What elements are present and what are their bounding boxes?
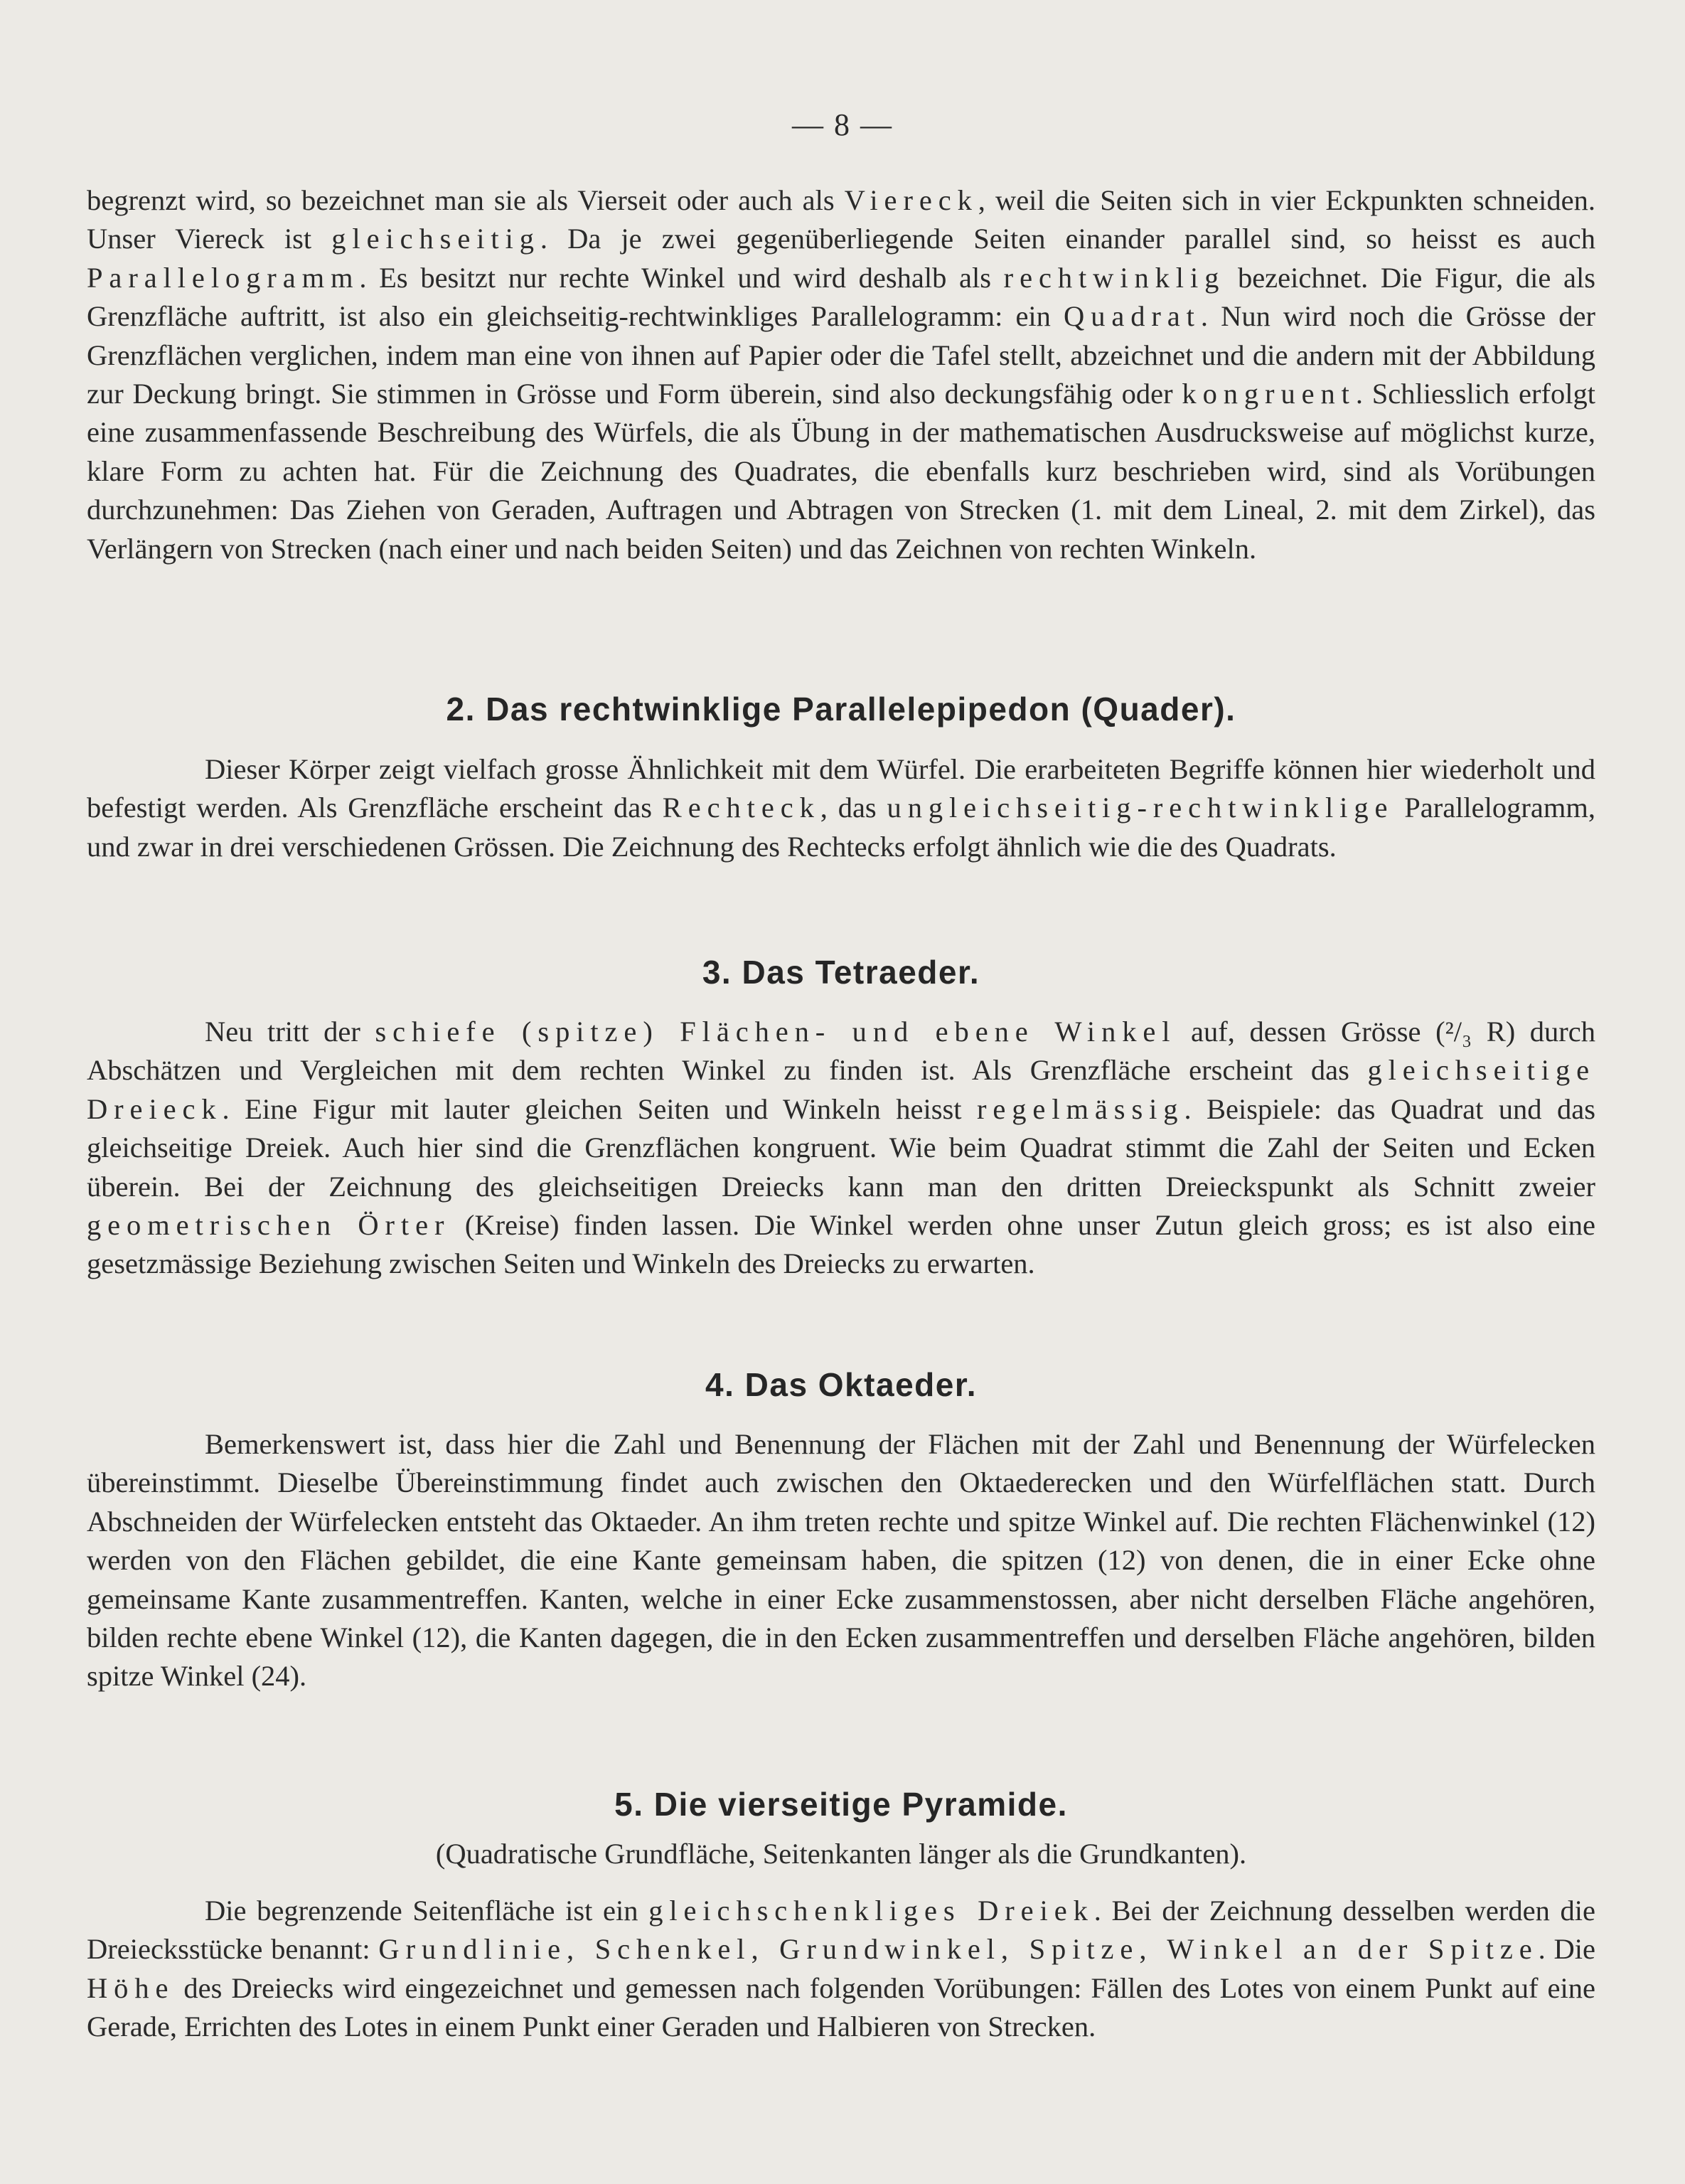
section-5-subtitle: (Quadratische Grundfläche, Seitenkanten länger als die Grundkanten). bbox=[435, 1838, 1247, 1870]
sec3-text-2: auf, dessen Grösse (²/₃ R) durch Abschätzen und Vergleichen mit dem rechten Winkel zu finden ist. Als Grenzfläche erscheint das bbox=[87, 1016, 1595, 1087]
term-quadrat: Quadrat bbox=[1064, 300, 1201, 333]
term-gleichseitig: gleichseitig bbox=[331, 223, 540, 255]
term-schiefe-winkel: schiefe (spitze) Flächen- und ebene Winkel bbox=[375, 1016, 1177, 1048]
intro-text-4: . Es besitzt nur rechte Winkel und wird deshalb als bbox=[359, 261, 1004, 294]
sec3-text-5: (Kreise) finden lassen. Die Winkel werden ohne unser Zutun gleich gross; es ist also eine gesetzmässige Beziehung zwischen Seiten und Winkeln des Dreiecks zu erwarten. bbox=[87, 1209, 1595, 1280]
intro-paragraph bbox=[87, 181, 1595, 568]
intro-text-2: , weil die Seiten sich in vier Eckpunkten schneiden. Unser Viereck ist bbox=[87, 184, 1595, 255]
sec2-text-2: , das bbox=[820, 792, 887, 824]
intro-text-6: . Nun wird noch die Grösse der Grenzflächen verglichen, indem man eine von ihnen auf Papier oder die Tafel stellt, abzeichnet und die andern mit der Abbildung zur Deckung bringt. Sie stimmen in Grösse und Form überein, sind also deckungsfähig oder bbox=[87, 300, 1595, 410]
page-number: — 8 — bbox=[792, 107, 893, 142]
term-rechteck: Rechteck bbox=[662, 792, 820, 824]
term-gleichschenkliges-dreiek: gleichschenkliges Dreiek bbox=[648, 1895, 1094, 1927]
section-5-paragraph bbox=[87, 1892, 1595, 2047]
intro-block bbox=[87, 181, 1595, 568]
section-4-heading: 4. Das Oktaeder. bbox=[705, 1366, 977, 1403]
section-4-block bbox=[87, 1425, 1595, 1696]
term-geometrische-oerter: geometrischen Örter bbox=[87, 1209, 451, 1242]
term-viereck: Viereck bbox=[844, 184, 978, 216]
sec3-text-1: Neu tritt der bbox=[205, 1016, 375, 1048]
sec5-text-3: . Die bbox=[1538, 1933, 1595, 1966]
sec3-text-3: . Eine Figur mit lauter gleichen Seiten und Winkeln heisst bbox=[222, 1092, 977, 1125]
intro-text-1: begrenzt wird, so bezeichnet man sie als Vierseit oder auch als bbox=[87, 184, 845, 216]
intro-text-7: . Schliesslich erfolgt eine zusammenfassende Beschreibung des Würfels, die als Übung in der mathematischen Ausdrucksweise auf möglichst kurze, klare Form zu achten hat. Für die Zeichnung des Quadrates, die ebenfalls kurz beschrieben wird, sind als Vorübungen durchzunehmen: Das Ziehen von Geraden, Auftragen und Abtragen von Strecken (1. mit dem Lineal, 2. mit dem Zirkel), das Verlängern von Strecken (nach einer und nach beiden Seiten) und das Zeichnen von rechten Winkeln. bbox=[87, 378, 1596, 565]
term-dreiecksstuecke: Grundlinie, Schenkel, Grundwinkel, Spitze, Winkel an der Spitze bbox=[378, 1933, 1539, 1966]
sec2-text-1: Dieser Körper zeigt vielfach grosse Ähnlichkeit mit dem Würfel. Die erarbeiteten Begriffe können hier wiederholt und befestigt werden. Als Grenzfläche erscheint das bbox=[87, 753, 1595, 824]
sec5-text-1: Die begrenzende Seitenfläche ist ein bbox=[205, 1895, 649, 1927]
section-3-paragraph bbox=[87, 1013, 1595, 1284]
term-parallelogramm: Parallelogramm bbox=[87, 261, 360, 294]
section-5-heading: 5. Die vierseitige Pyramide. bbox=[614, 1786, 1068, 1823]
sec5-text-2: . Bei der Zeichnung desselben werden die Dreiecksstücke benannt: bbox=[87, 1895, 1595, 1966]
section-3-heading: 3. Das Tetraeder. bbox=[702, 954, 980, 991]
section-2-paragraph bbox=[87, 750, 1595, 866]
term-hoehe: Höhe bbox=[87, 1971, 175, 2004]
section-2-heading: 2. Das rechtwinklige Parallelepipedon (Quader). bbox=[446, 691, 1236, 728]
intro-text-3: . Da je zwei gegenüberliegende Seiten einander parallel sind, so heisst es auch bbox=[540, 223, 1595, 255]
intro-text-5: bezeichnet. Die Figur, die als Grenzfläche auftritt, ist also ein gleichseitig-rechtwinkliges Parallelogramm: ein bbox=[87, 261, 1595, 333]
section-3-block bbox=[87, 1013, 1595, 1284]
term-gleichseitige-dreieck: gleichseitige Dreieck bbox=[87, 1054, 1595, 1125]
term-kongruent: kongruent bbox=[1182, 378, 1356, 410]
section-2-block bbox=[87, 750, 1595, 866]
term-regelmaessig: regelmässig bbox=[976, 1092, 1184, 1125]
term-ungleichseitig: ungleichseitig-rechtwinklige bbox=[887, 792, 1394, 824]
sec3-text-4: . Beispiele: das Quadrat und das gleichseitige Dreiek. Auch hier sind die Grenzflächen kongruent. Wie beim Quadrat stimmt die Zahl der Seiten und Ecken überein. Bei der Zeichnung des gleichseitigen Dreiecks kann man den dritten Dreieckspunkt als Schnitt zweier bbox=[87, 1092, 1595, 1203]
term-rechtwinklig: rechtwinklig bbox=[1003, 261, 1226, 294]
section-4-paragraph: Bemerkenswert ist, dass hier die Zahl und Benennung der Flächen mit der Zahl und Benennung der Würfelecken übereinstimmt. Dieselbe Übereinstimmung findet auch zwischen den Oktaederecken und den Würfelflächen statt. Durch Abschneiden der Würfelecken entsteht das Oktaeder. An ihm treten rechte und spitze Winkel auf. Die rechten Flächenwinkel (12) werden von den Flächen gebildet, die eine Kante gemeinsam haben, die spitzen (12) von denen, die in einer Ecke ohne gemeinsame Kante zusammentreffen. Kanten, welche in einer Ecke zusammenstossen, aber nicht derselben Fläche angehören, bilden rechte ebene Winkel (12), die Kanten dagegen, die in den Ecken zusammentreffen und derselben Fläche angehören, bilden spitze Winkel (24). bbox=[87, 1428, 1595, 1693]
sec2-text-3: Parallelogramm, und zwar in drei verschiedenen Grössen. Die Zeichnung des Rechtecks erfolgt ähnlich wie die des Quadrats. bbox=[87, 792, 1595, 863]
section-5-block bbox=[87, 1892, 1595, 2047]
sec5-text-4: des Dreiecks wird eingezeichnet und gemessen nach folgenden Vorübungen: Fällen des Lotes von einem Punkt auf eine Gerade, Errichten des Lotes in einem Punkt einer Geraden und Halbieren von Strecken. bbox=[87, 1971, 1595, 2043]
